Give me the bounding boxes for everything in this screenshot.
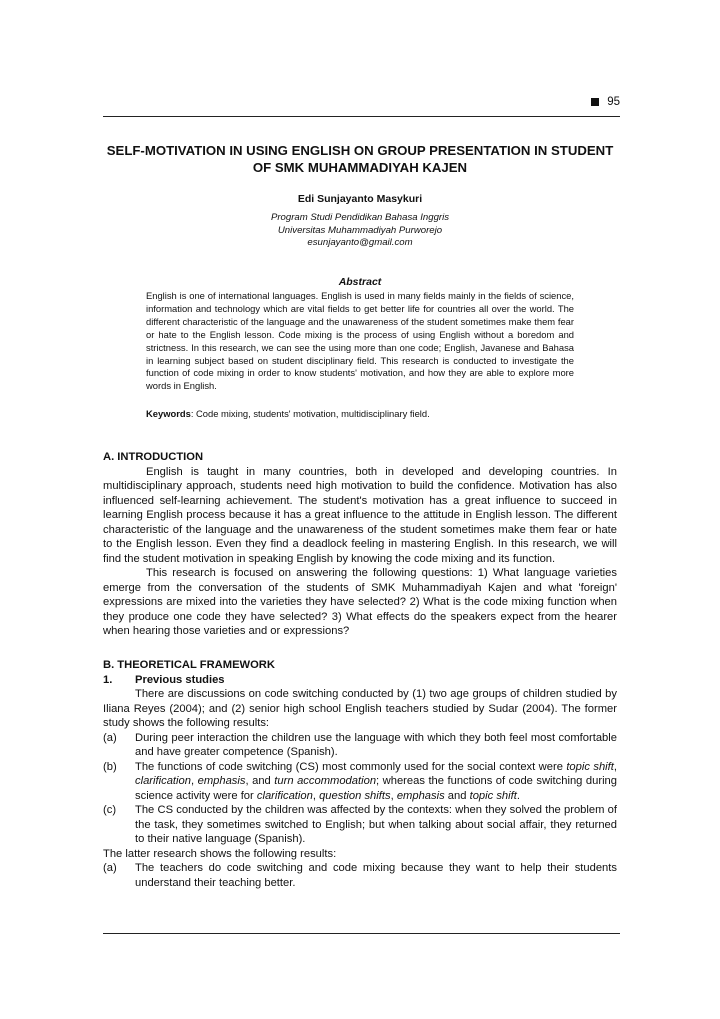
section-heading-framework: B. THEORETICAL FRAMEWORK [103, 659, 275, 671]
list-label: (a) [103, 731, 117, 744]
framework-section [103, 658, 617, 890]
list-label: (c) [103, 804, 117, 816]
affiliation-program: Program Studi Pendidikan Bahasa Inggris [270, 212, 450, 223]
square-bullet-icon [591, 98, 599, 106]
framework-paragraph-1: There are discussions on code switching conducted by (1) two age groups of children studied by Iliana Reyes (2004); and (2) senior high school English teachers studied by Sudar (2004). The former study shows the following results: [103, 688, 617, 729]
author-name: Edi Sunjayanto Masykuri [297, 193, 423, 205]
affiliation [100, 212, 620, 250]
list-text: The CS conducted by the children was affected by the contexts: when they solved the problem of the task, they sometimes switched to English; but when talking about social affair, they returned to their native language (Spanish). [135, 804, 617, 845]
footer-divider [103, 933, 620, 934]
keywords-text: : Code mixing, students' motivation, multidisciplinary field. [190, 408, 430, 419]
list-item [103, 861, 617, 890]
keywords-label: Keywords [146, 408, 191, 419]
paper-title: SELF-MOTIVATION IN USING ENGLISH ON GROUP PRESENTATION IN STUDENT OF SMK MUHAMMADIYAH KAJEN [106, 143, 614, 175]
intro-paragraph-1: English is taught in many countries, both in developed and developing countries. In multidisciplinary approach, students need high motivation to build the confidence. Motivation has also influenced self-learning achievement. The student's motivation has a great influence to succeed in learning English process because it has a great influence to the attitude in English lesson. The different characteristic of the language and the unawareness of the student sometimes make them fear or hate to the English lesson. Even they find a deadlock feeling in mastering English. In this research, we will find the student motivation in speaking English by knowing the code mixing and its function. [103, 465, 617, 565]
list-label: (a) [103, 862, 117, 874]
subsection-number: 1. [103, 673, 113, 686]
keywords [146, 408, 574, 419]
page-header [103, 94, 620, 117]
list-item [103, 760, 617, 804]
abstract-text: English is one of international languages. English is used in many fields mainly in the fields of science, information and technology which are vital fields to get better life for countries all over the world. The different characteristic of the language and the unawareness of the student sometimes make them fear or hate to the English lesson. Code mixing is the process of using English without a boredom and strictness. In this research, we can see the using more than one code; English, Javanese and Bahasa in learning subject based on student disciplinary field. This research is conducted to investigate the function of code mixing in order to know students' motivation, and how they are able to explore more words in English. [146, 290, 574, 392]
framework-latter-text: The latter research shows the following results: [103, 847, 337, 860]
author-email: esunjayanto@gmail.com [307, 237, 413, 248]
affiliation-university: Universitas Muhammadiyah Purworejo [277, 224, 443, 236]
subsection-heading [103, 673, 617, 688]
page-number: 95 [607, 96, 620, 108]
section-heading-introduction: A. INTRODUCTION [103, 451, 204, 463]
abstract-heading: Abstract [338, 276, 382, 288]
subsection-title: Previous studies [135, 673, 225, 686]
page-marker [591, 96, 620, 108]
list-label: (b) [103, 760, 117, 773]
intro-paragraph-2: This research is focused on answering the following questions: 1) What language varieties emerge from the conversation of the students of SMK Muhammadiyah Kajen and what 'foreign' expressions are mixed into the varieties they have selected? 2) What is the code mixing function when they produce one code they have selected? 3) What effects do the speakers expect from the hearer when hearing those varieties and or expressions? [103, 567, 617, 637]
list-text: The teachers do code switching and code mixing because they want to help their students understand their teaching better. [135, 862, 617, 889]
introduction-section [103, 450, 617, 639]
list-item [103, 731, 617, 760]
list-text: During peer interaction the children use the language with which they both feel most comfortable and have greater competence (Spanish). [135, 731, 617, 758]
list-text: The functions of code switching (CS) most commonly used for the social context were topic shift, clarification, emphasis, and turn accommodation; whereas the functions of code switching during science activity were for clarification, question shifts, emphasis and topic shift. [135, 760, 618, 802]
list-item [103, 803, 617, 847]
